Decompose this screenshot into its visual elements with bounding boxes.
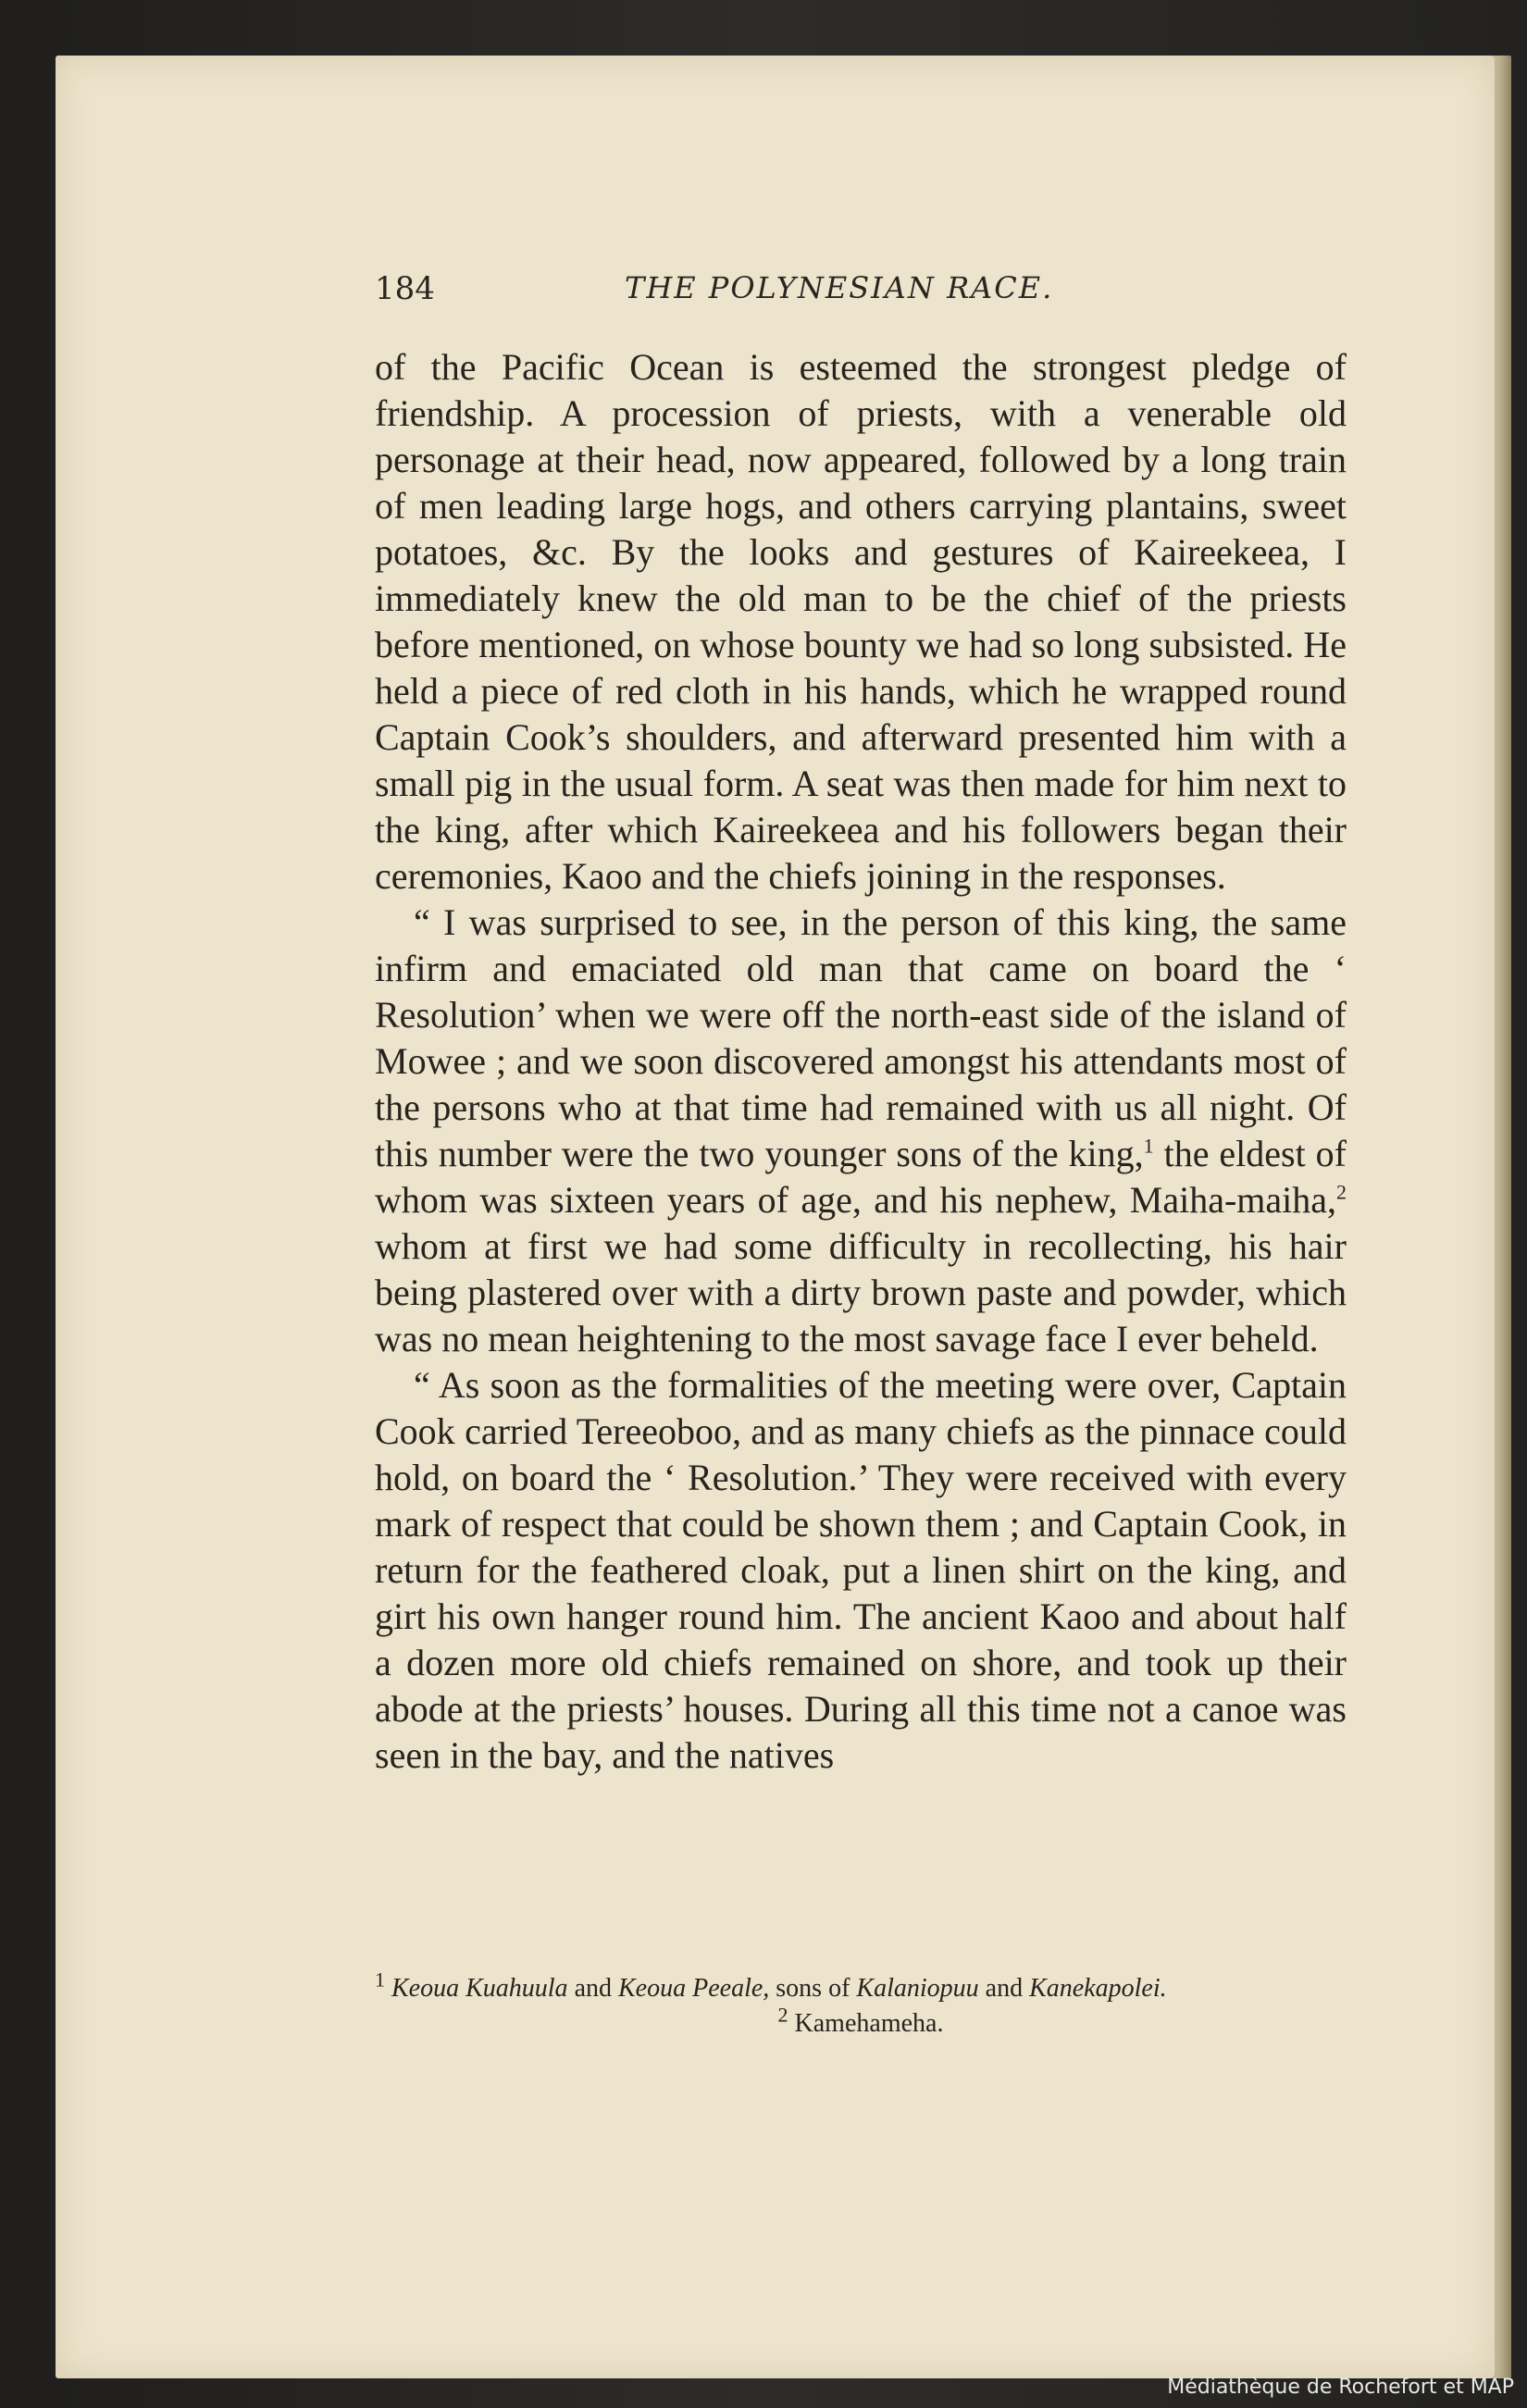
- library-watermark: Médiathèque de Rochefort et MAP: [1167, 2376, 1514, 2399]
- footnote-1-name-2: Keoua Peeale,: [618, 1974, 770, 2003]
- paragraph-2: [375, 900, 1347, 1362]
- footnote-1: [375, 1967, 1347, 2006]
- page-number: 184: [375, 270, 435, 307]
- paragraph-3: “ As soon as the formalities of the meeting were over, Captain Cook carried Tereeoboo, and as many chiefs as the pinnace could hold, on board the ‘ Resolution.’ They were received with every mark of respect that could be shown them ; and Captain Cook, in return for the feathered cloak, put a linen shirt on the king, and girt his own hanger round him. The ancient Kaoo and about half a dozen more old chiefs remained on shore, and took up their abode at the priests’ houses. During all this time not a canoe was seen in the bay, and the natives: [375, 1364, 1347, 1776]
- paragraph-2-part-3: whom at first we had some difficulty in recollecting, his hair being plastered over with a dirty brown paste and powder, which was no mean heightening to the most savage face I ever beheld.: [375, 1225, 1347, 1359]
- footnote-1-mark: 1: [375, 1967, 385, 1992]
- footnote-2-text: Kamehameha.: [788, 2009, 944, 2038]
- footnote-ref-2: 2: [1336, 1180, 1347, 1204]
- page-header: [375, 270, 1347, 317]
- footnote-ref-1: 1: [1143, 1134, 1154, 1158]
- footnote-2-mark: 2: [777, 2003, 788, 2027]
- footnote-1-name-4: Kanekapolei.: [1029, 1974, 1167, 2003]
- paragraph-1: of the Pacific Ocean is esteemed the strongest pledge of friendship. A procession of priests, with a venerable old personage at their head, now appeared, followed by a long train of men leading large hogs, and others carrying plantains, sweet potatoes, &c. By the looks and gestures of Kaireekeea, I immediately knew the old man to be the chief of the priests before mentioned, on whose bounty we had so long subsisted. He held a piece of red cloth in his hands, which he wrapped round Captain Cook’s shoulders, and afterward presented him with a small pig in the usual form. A seat was then made for him next to the king, after which Kaireekeea and his followers began their ceremonies, Kaoo and the chiefs joining in the responses.: [375, 346, 1347, 897]
- footnote-1-name-1: Keoua Kuahuula: [391, 1974, 568, 2003]
- footnotes: [375, 1967, 1347, 2042]
- footnote-1-and-2: and: [978, 1974, 1030, 2003]
- footnote-1-mid: sons of: [769, 1974, 857, 2003]
- running-head: THE POLYNESIAN RACE.: [625, 270, 1054, 305]
- body-text: [375, 344, 1347, 1779]
- footnote-1-and-1: and: [567, 1974, 618, 2003]
- paragraph-2-part-1: “ I was surprised to see, in the person of this king, the same infirm and emaciated old man that came on board the ‘ Resolution’ when we were off the north-east side of the island of Mowee ; and we soon discovered amongst his attendants most of the persons who at that time had remained with us all night. Of this number were the two younger sons of the king,: [375, 901, 1347, 1174]
- footnote-2: [375, 2003, 1347, 2042]
- footnote-1-name-3: Kalaniopuu: [856, 1974, 979, 2003]
- paragraph-2-part-2: the eldest of whom was sixteen years of age, and his nephew, Maiha-maiha,: [375, 1133, 1347, 1221]
